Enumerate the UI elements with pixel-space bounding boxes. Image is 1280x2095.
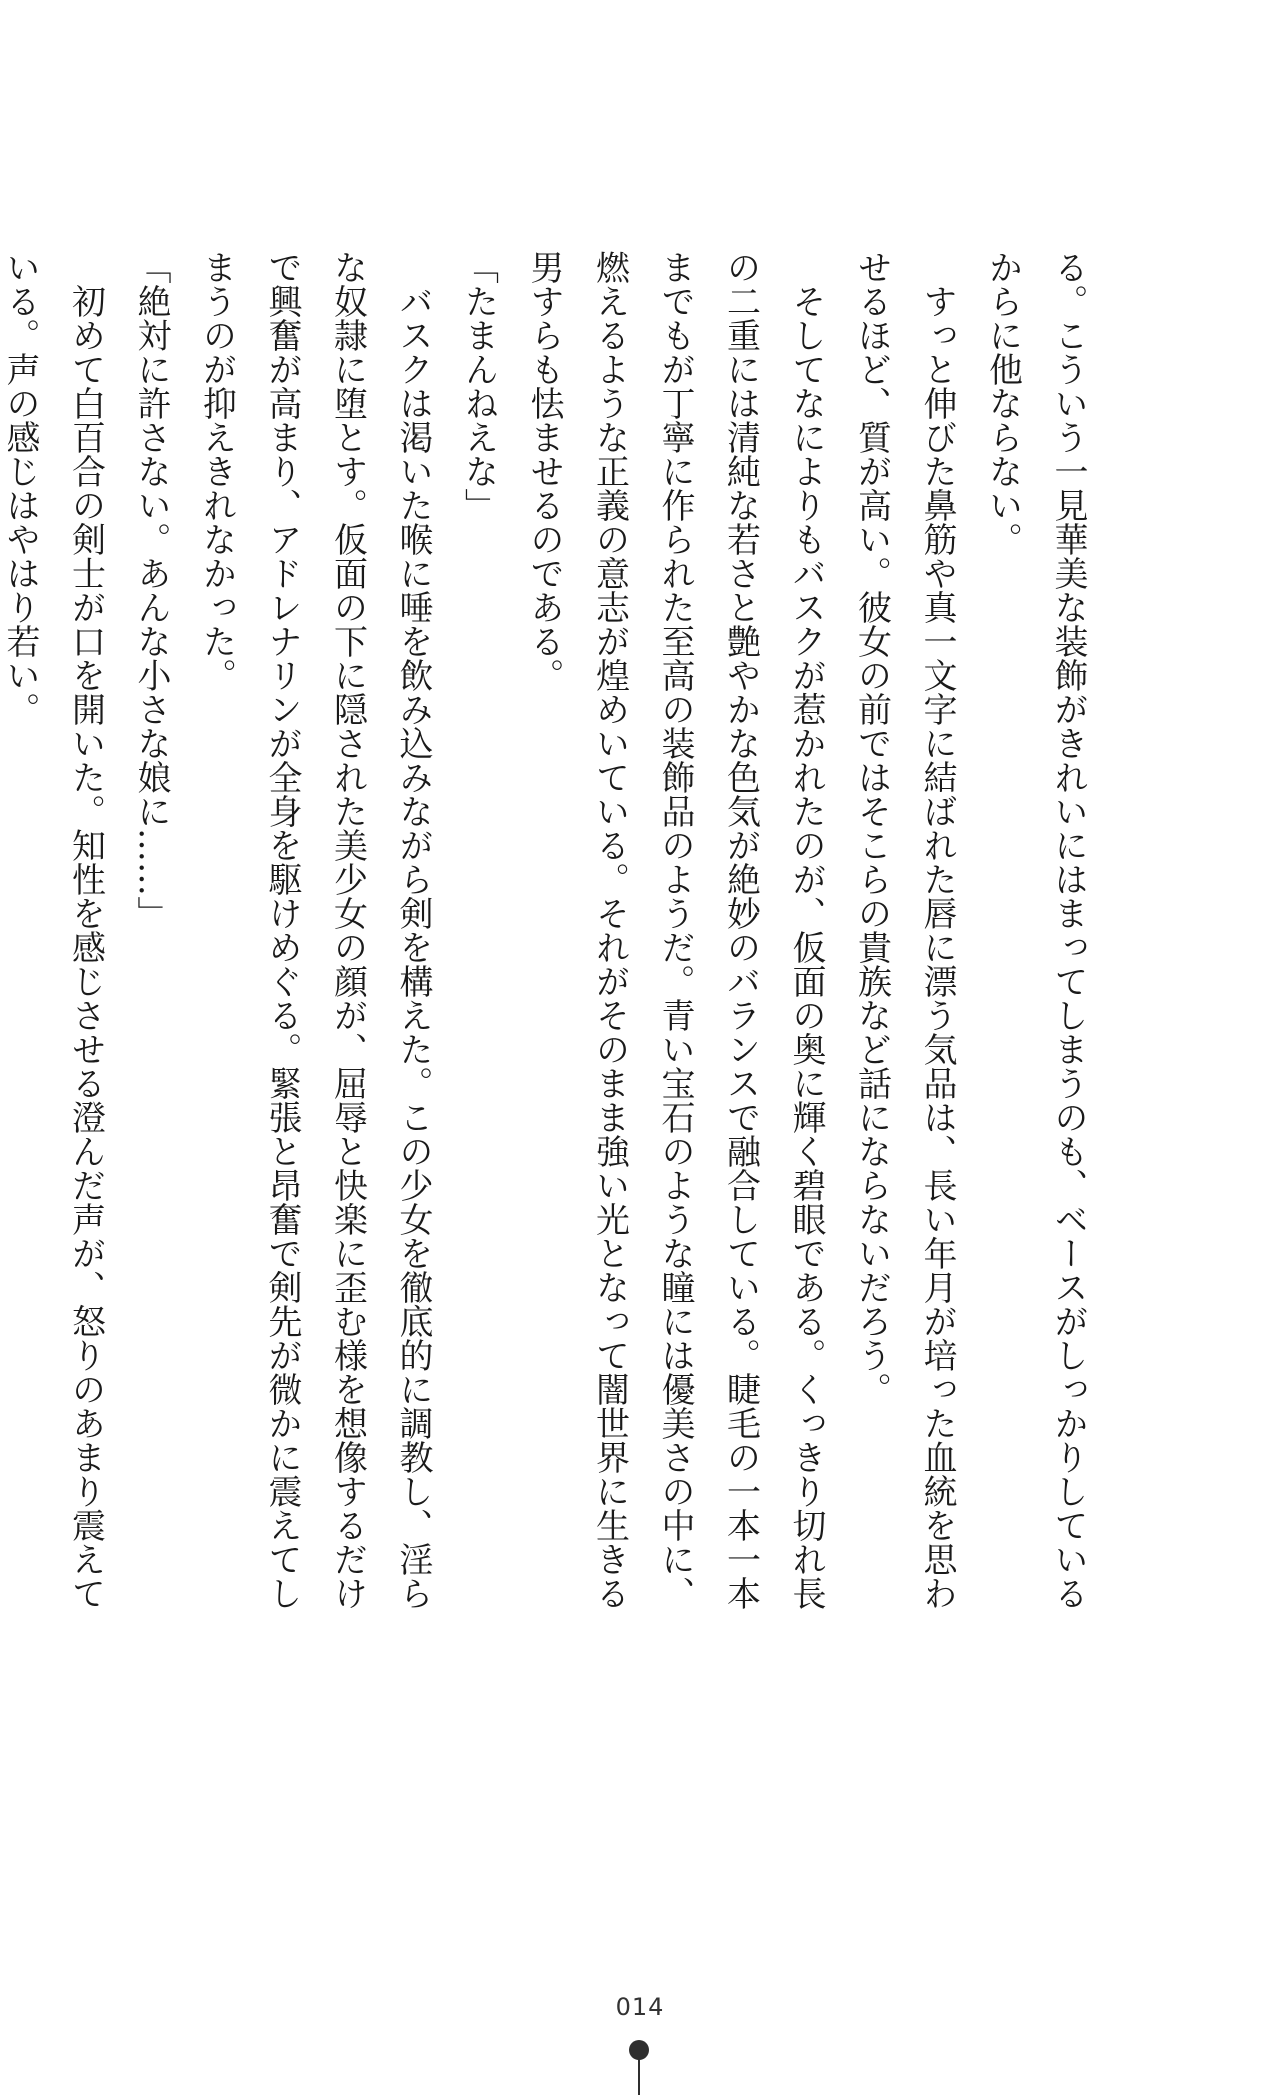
text-line: いる。声の感じはやはり若い。: [0, 250, 40, 726]
page-marker-line: [638, 2058, 640, 2095]
text-line: まうのが抑えきれなかった。: [196, 250, 237, 692]
text-line: で興奮が高まり、アドレナリンが全身を駆けめぐる。緊張と昂奮で剣先が微かに震えてし: [262, 250, 302, 1610]
text-line: の二重には清純な若さと艶やかな色気が絶妙のバランスで融合している。睫毛の一本一本: [720, 250, 761, 1610]
text-line: までもが丁寧に作られた至高の装飾品のようだ。青い宝石のような瞳には優美さの中に、: [655, 250, 695, 1610]
text-line: 「たまんねえな」: [458, 250, 499, 522]
body-text: [0, 250, 1100, 1730]
text-line: 初めて白百合の剣士が口を開いた。知性を感じさせる澄んだ声が、怒りのあまり震えて: [65, 250, 106, 1610]
page-marker-dot-icon: [629, 2040, 649, 2060]
text-line: すっと伸びた鼻筋や真一文字に結ばれた唇に漂う気品は、長い年月が培った血統を思わ: [917, 250, 957, 1610]
page-number: 014: [615, 1993, 665, 2021]
text-line: 男すらも怯ませるのである。: [524, 250, 564, 692]
text-line: 燃えるような正義の意志が煌めいている。それがそのまま強い光となって闇世界に生きる: [589, 250, 630, 1610]
text-line: バスクは渇いた喉に唾を飲み込みながら剣を構えた。この少女を徹底的に調教し、淫ら: [393, 250, 433, 1610]
text-line: 「絶対に許さない。あんな小さな娘に……」: [131, 250, 171, 930]
text-line: る。こういう一見華美な装飾がきれいにはまってしまうのも、ベースがしっかりしている: [1048, 250, 1088, 1610]
text-line: からに他ならない。: [982, 250, 1023, 556]
text-line: せるほど、質が高い。彼女の前ではそこらの貴族など話にならないだろう。: [851, 250, 892, 1406]
text-line: そしてなによりもバスクが惹かれたのが、仮面の奥に輝く碧眼である。くっきり切れ長: [786, 250, 826, 1610]
text-line: な奴隷に堕とす。仮面の下に隠された美少女の顔が、屈辱と快楽に歪む様を想像するだけ: [327, 250, 368, 1610]
